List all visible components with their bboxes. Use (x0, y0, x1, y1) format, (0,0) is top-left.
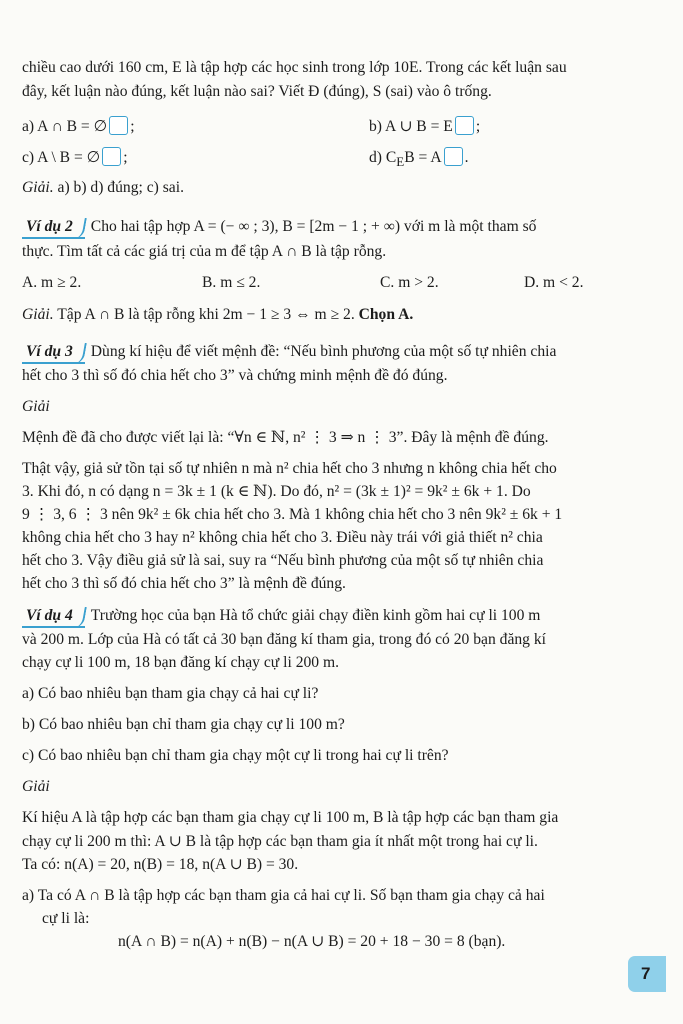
question-b: b) Có bao nhiêu bạn chỉ tham gia chạy cự li 100 m? (22, 716, 345, 733)
option-b-text: b) A ∪ B = E (369, 118, 453, 135)
choice-b: B. m ≤ 2. (202, 274, 261, 291)
option-d-rest: B = A (404, 149, 442, 166)
option-a-text: a) A ∩ B = ∅ (22, 118, 108, 135)
text-line: chạy cự li 200 m thì: A ∪ B là tập hợp các bạn tham gia ít nhất một trong hai cự li. (22, 833, 538, 850)
solution-label: Giải (22, 778, 50, 795)
example-2 (22, 217, 662, 239)
option-b: b) A ∪ B = E ; (369, 118, 481, 135)
solution-text: Tập A ∩ B là tập rỗng khi 2m − 1 ≥ 3 ⇔ m ≥ 2. (53, 306, 359, 323)
solution-label: Giải (22, 398, 50, 415)
answer-choices (22, 273, 662, 293)
formula: n(A ∩ B) = n(A) + n(B) − n(A ∪ B) = 20 + 18 − 30 = 8 (bạn). (118, 933, 506, 950)
text-line: cự li là: (42, 910, 90, 927)
text-line: hết cho 3 thì số đó chia hết cho 3” là mệnh đề đúng. (22, 575, 346, 592)
text-line: 3. Khi đó, n có dạng n = 3k ± 1 (k ∈ ℕ). Do đó, n² = (3k ± 1)² = 9k² ± 6k + 1. Do (22, 483, 531, 500)
example-tag: Ví dụ 4 (22, 606, 85, 628)
text-line: và 200 m. Lớp của Hà có tất cả 30 bạn đăng kí tham gia, trong đó có 20 bạn đăng kí (22, 631, 546, 648)
option-d-text: d) C (369, 149, 397, 166)
text-line: Kí hiệu A là tập hợp các bạn tham gia chạy cự li 100 m, B là tập hợp các bạn tham gia (22, 809, 559, 826)
text-line: 9 ⋮ 3, 6 ⋮ 3 nên 9k² ± 6k chia hết cho 3. Mà 1 không chia hết cho 3 nên 9k² ± 6k + 1 (22, 506, 563, 523)
chosen-answer: Chọn A. (358, 306, 414, 323)
answer-box-d[interactable] (444, 147, 463, 166)
option-d: d) $C_EB = A$ . (369, 149, 469, 170)
choice-c: C. m > 2. (380, 274, 439, 291)
text-line: Ta có: n(A) = 20, n(B) = 18, n(A ∪ B) = 30. (22, 856, 299, 873)
text-line: hết cho 3 thì số đó chia hết cho 3” và chứng minh mệnh đề đó đúng. (22, 367, 448, 384)
text-line: chiều cao dưới 160 cm, E là tập hợp các học sinh trong lớp 10E. Trong các kết luận sau (22, 59, 567, 76)
text-line: Mệnh đề đã cho được viết lại là: “∀n ∈ ℕ, n² ⋮ 3 ⇒ n ⋮ 3”. Đây là mệnh đề đúng. (22, 429, 549, 446)
option-c: c) A \ B = ∅ ; d) $C_EB = A$ . (22, 147, 662, 168)
solution-2 (22, 305, 662, 325)
example-tag: Ví dụ 2 (22, 217, 85, 239)
example-text: Cho hai tập hợp A = (− ∞ ; 3), B = [2m − 1 ; + ∞) với m là một tham số (90, 218, 537, 235)
answer-box-b[interactable] (455, 116, 474, 135)
question-c: c) Có bao nhiêu bạn chỉ tham gia chạy một cự li trong hai cự li trên? (22, 747, 449, 764)
option-d-subscript: E (396, 154, 405, 170)
answer-box-c[interactable] (102, 147, 121, 166)
text-line: đây, kết luận nào đúng, kết luận nào sai? Viết Đ (đúng), S (sai) vào ô trống. (22, 83, 492, 100)
text-line: không chia hết cho 3 hay n² không chia hết cho 3. Điều này trái với giả thiết n² chia (22, 529, 543, 546)
text-line: thực. Tìm tất cả các giá trị của m để tập A ∩ B là tập rỗng. (22, 243, 387, 260)
text-line: chạy cự li 100 m, 18 bạn đăng kí chạy cự li 200 m. (22, 654, 340, 671)
example-3 (22, 342, 662, 364)
page-number: 7 (641, 964, 651, 983)
choice-d: D. m < 2. (524, 274, 584, 291)
page-number-tab (628, 956, 666, 992)
solution-text: a) b) d) đúng; c) sai. (53, 179, 184, 196)
example-tag: Ví dụ 3 (22, 342, 85, 364)
choice-a: A. m ≥ 2. (22, 274, 82, 291)
text-line: Thật vậy, giả sử tồn tại số tự nhiên n mà n² chia hết cho 3 nhưng n không chia hết cho (22, 460, 557, 477)
answer-box-a[interactable] (109, 116, 128, 135)
question-a: a) Có bao nhiêu bạn tham gia chạy cả hai cự li? (22, 685, 319, 702)
text-line: hết cho 3. Vậy điều giả sử là sai, suy ra “Nếu bình phương của một số tự nhiên chia (22, 552, 544, 569)
solution-label: Giải. (22, 306, 54, 323)
example-text: Trường học của bạn Hà tổ chức giải chạy điền kinh gồm hai cự li 100 m (90, 607, 541, 624)
example-4 (22, 606, 662, 628)
solution-label: Giải. (22, 179, 54, 196)
example-text: Dùng kí hiệu để viết mệnh đề: “Nếu bình phương của một số tự nhiên chia (90, 343, 557, 360)
solution-1 (22, 178, 662, 198)
option-a: a) A ∩ B = ∅ ; b) A ∪ B = E ; (22, 118, 481, 135)
option-c-text: c) A \ B = ∅ (22, 149, 101, 166)
text-line: a) Ta có A ∩ B là tập hợp các bạn tham gia cả hai cự li. Số bạn tham gia chạy cả hai (22, 887, 545, 904)
